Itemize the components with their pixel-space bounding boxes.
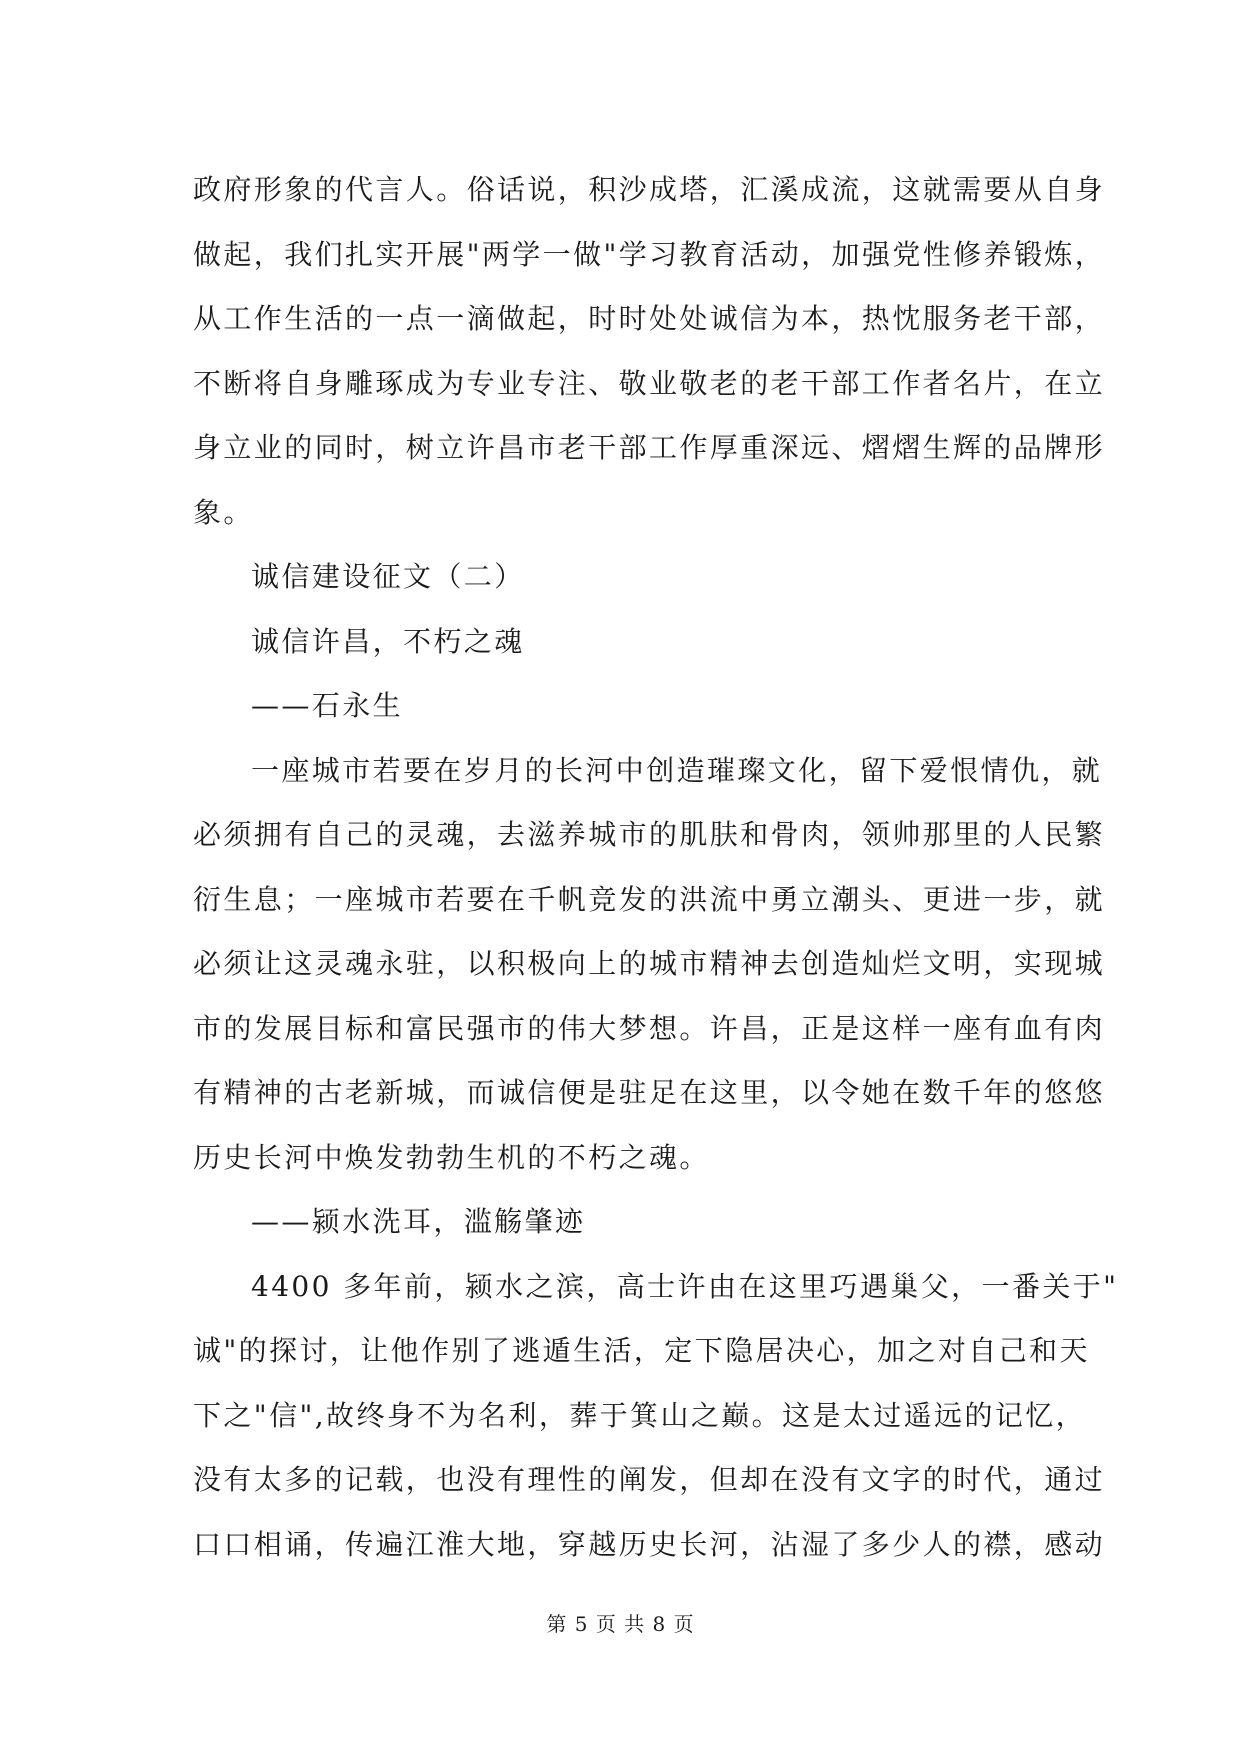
body-line: 有精神的古老新城，而诚信便是驻足在这里，以令她在数千年的悠悠 — [193, 1076, 1106, 1109]
body-line: 市的发展目标和富民强市的伟大梦想。许昌，正是这样一座有血有肉 — [193, 1011, 1106, 1045]
body-line: 做起，我们扎实开展"两学一做"学习教育活动，加强党性修养锻炼， — [193, 237, 1106, 271]
subsection-heading: ——颍水洗耳，滥觞肇迹 — [251, 1205, 586, 1238]
body-line: 一座城市若要在岁月的长河中创造璀璨文化，留下爱恨情仇，就 — [251, 753, 1103, 787]
body-line: 口口相诵，传遍江淮大地，穿越历史长河，沾湿了多少人的襟，感动 — [193, 1527, 1106, 1561]
body-line: 历史长河中焕发勃勃生机的不朽之魂。 — [193, 1140, 710, 1174]
body-line: 没有太多的记载，也没有理性的阐发，但却在没有文字的时代，通过 — [193, 1463, 1106, 1496]
body-line: 从工作生活的一点一滴做起，时时处处诚信为本，热忱服务老干部， — [193, 302, 1106, 335]
body-line: 下之"信",故终身不为名利，葬于箕山之巅。这是太过遥远的记忆， — [193, 1398, 1087, 1432]
body-line: 身立业的同时，树立许昌市老干部工作厚重深远、熠熠生辉的品牌形 — [193, 431, 1106, 464]
body-line: 必须拥有自己的灵魂，去滋养城市的肌肤和骨肉，领帅那里的人民繁 — [193, 818, 1106, 851]
body-line: 象。 — [193, 495, 254, 529]
essay-title: 诚信许昌，不朽之魂 — [251, 624, 525, 658]
body-line: 诚"的探讨，让他作别了逃遁生活，定下隐居决心，加之对自己和天 — [193, 1334, 1090, 1367]
essay-author: ——石永生 — [251, 689, 404, 722]
section-heading: 诚信建设征文（二） — [251, 560, 525, 593]
body-line: 衍生息；一座城市若要在千帆竞发的洪流中勇立潮头、更进一步，就 — [193, 882, 1106, 916]
page-number-footer: 第 5 页 共 8 页 — [546, 1612, 695, 1636]
body-line: 必须让这灵魂永驻，以积极向上的城市精神去创造灿烂文明，实现城 — [193, 947, 1106, 980]
body-line: 政府形象的代言人。俗话说，积沙成塔，汇溪成流，这就需要从自身 — [193, 173, 1106, 206]
document-body — [193, 158, 1119, 1577]
body-line: 不断将自身雕琢成为专业专注、敬业敬老的老干部工作者名片，在立 — [193, 366, 1106, 400]
body-line: 4400 多年前，颍水之滨，高士许由在这里巧遇巢父，一番关于" — [251, 1269, 1119, 1303]
